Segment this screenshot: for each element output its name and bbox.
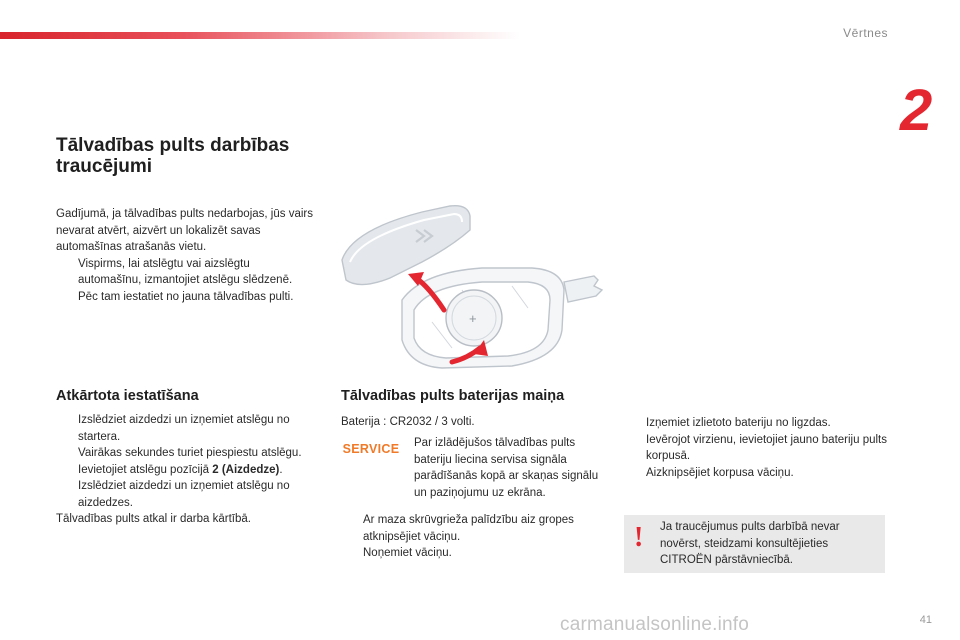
section-title: Vērtnes <box>843 26 888 40</box>
battery-steps-1 <box>341 512 606 562</box>
list-item <box>624 465 894 482</box>
intro-paragraph: Gadījumā, ja tālvadības pults nedarbojas, jūs vairs nevarat atvērt, aizvērt un lokalizēt savas automašīnas atrašanās vietu. <box>56 208 313 253</box>
service-warning-icon: SERVICE <box>342 442 400 456</box>
reset-section-title: Atkārtota iestatīšana <box>56 388 199 404</box>
svg-text:+: + <box>469 311 477 326</box>
bullet-text: Izņemiet izlietoto bateriju no ligzdas. <box>646 417 831 429</box>
reset-section <box>56 412 321 528</box>
list-item <box>624 415 894 432</box>
bullet-text: Ar maza skrūvgrieža palīdzību aiz gropes atknipsējiet vāciņu. <box>363 514 574 543</box>
bullet-text: Izslēdziet aizdedzi un izņemiet atslēgu no startera. <box>78 414 290 443</box>
list-item <box>341 512 606 545</box>
reset-closing: Tālvadības pults atkal ir darba kārtībā. <box>56 513 251 525</box>
bullet-text: Aizknipsējiet korpusa vāciņu. <box>646 466 794 479</box>
list-item <box>56 412 321 445</box>
service-description: Par izlādējušos tālvadības pults bateriju liecina servisa signāla parādīšanās kopā ar skaņas signālu un paziņojumu uz ekrāna. <box>414 437 599 499</box>
bullet-text: Vispirms, lai atslēgtu vai aizslēgtu automašīnu, izmantojiet atslēgu slēdzenē. <box>78 257 293 286</box>
battery-coin <box>446 290 502 346</box>
bullet-text: Noņemiet vāciņu. <box>363 547 452 559</box>
bullet-suffix: . <box>279 463 283 476</box>
list-item <box>56 289 316 306</box>
intro-section <box>56 206 316 305</box>
bullet-text: Izslēdziet aizdedzi un izņemiet atslēgu no aizdedzes. <box>78 480 290 509</box>
exclamation-icon: ! <box>634 522 644 553</box>
key-blade <box>564 276 602 302</box>
list-item <box>56 256 316 289</box>
list-item <box>56 445 321 462</box>
battery-steps-2 <box>624 415 894 481</box>
bullet-text: Ievērojot virzienu, ievietojiet jauno bateriju pults korpusā. <box>646 433 887 462</box>
battery-type: Baterija : CR2032 / 3 volti. <box>341 416 475 428</box>
bullet-text: Vairākas sekundes turiet piespiestu atslēgu. <box>78 447 302 459</box>
watermark: carmanualsonline.info <box>560 614 750 635</box>
bold-position-label: 2 (Aizdedze) <box>212 463 280 476</box>
list-item <box>56 462 321 479</box>
battery-section-title: Tālvadības pults baterijas maiņa <box>341 388 565 404</box>
header-accent-bar <box>0 32 520 39</box>
page-number: 41 <box>919 614 932 626</box>
bullet-text: Pēc tam iestatiet no jauna tālvadības pulti. <box>78 290 294 303</box>
bullet-text: Ievietojiet atslēgu pozīcijā <box>78 463 213 476</box>
list-item <box>341 545 606 562</box>
remote-key-illustration <box>332 190 612 380</box>
list-item <box>624 432 894 465</box>
page-title: Tālvadības pults darbības traucējumi <box>56 135 290 177</box>
list-item <box>56 478 321 511</box>
chapter-number: 2 <box>900 78 933 143</box>
warning-text: Ja traucējumus pults darbībā nevar novērst, steidzami konsultējieties CITROËN pārstāvniecībā. <box>660 521 840 566</box>
warning-box <box>624 515 885 573</box>
